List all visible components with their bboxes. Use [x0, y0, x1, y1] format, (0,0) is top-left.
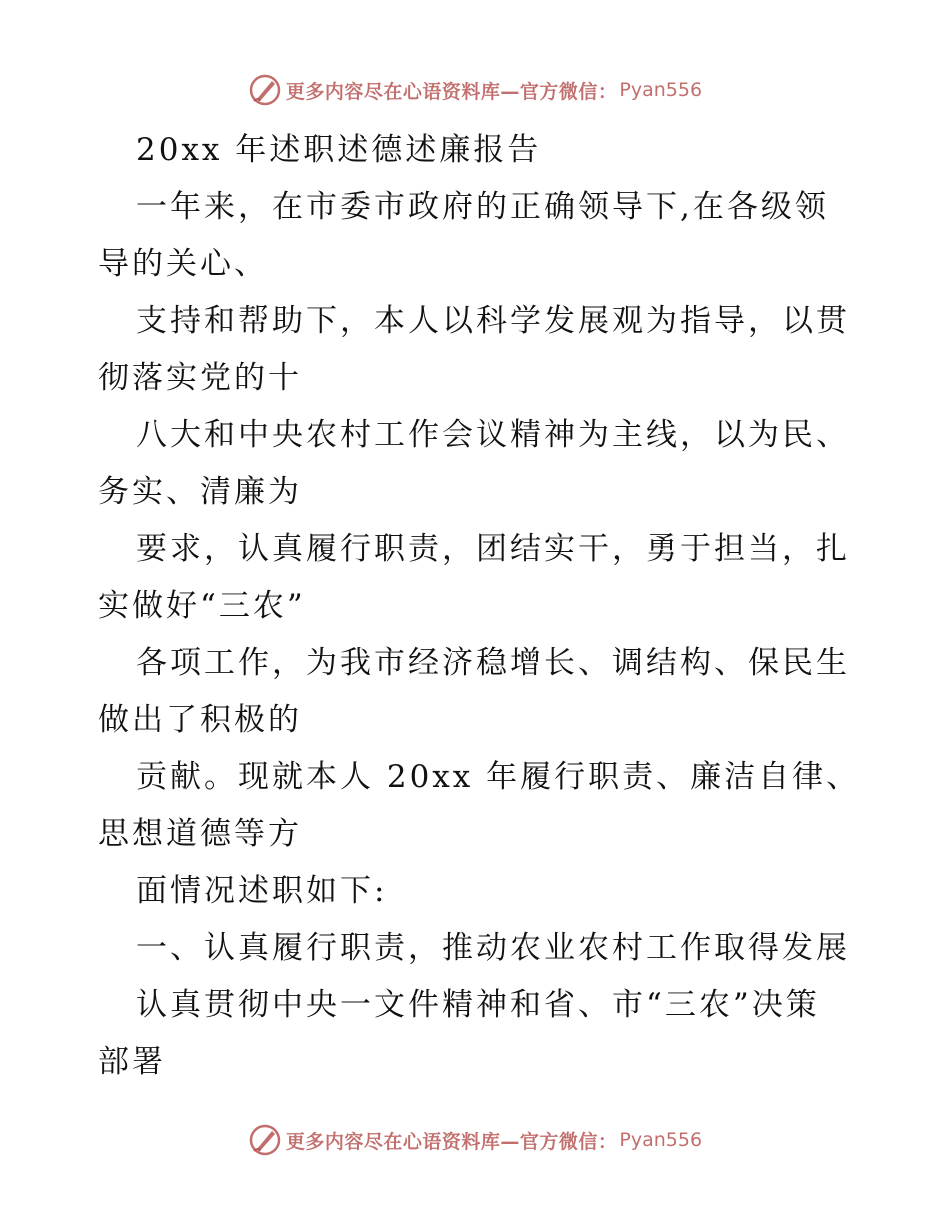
text-line: 彻落实党的十 — [98, 360, 302, 396]
text-line: 支持和帮助下，本人以科学发展观为指导，以贯 — [136, 303, 850, 339]
text-line: 面情况述职如下: — [136, 873, 388, 909]
watermark-banner-bottom — [0, 1120, 950, 1160]
document-body — [98, 122, 861, 1091]
watermark-text: 更多内容尽在心语资料库—官方微信： — [285, 1130, 618, 1153]
watermark-handle: Pyan556 — [619, 1129, 703, 1151]
watermark-banner-top — [0, 70, 950, 110]
text-line: 要求，认真履行职责，团结实干，勇于担当，扎 — [136, 531, 850, 567]
document-title: 20xx 年述职述德述廉报告 — [136, 132, 542, 168]
quill-pen-circle-icon — [248, 1123, 282, 1157]
text-line: 务实、清廉为 — [98, 474, 302, 510]
text-line: 导的关心、 — [98, 246, 268, 282]
quill-pen-circle-icon — [248, 73, 282, 107]
text-line: 做出了积极的 — [98, 702, 302, 738]
text-line: 一年来，在市委市政府的正确领导下,在各级领 — [136, 189, 829, 225]
watermark-handle: Pyan556 — [619, 79, 703, 101]
text-line: 贡献。现就本人 20xx 年履行职责、廉洁自律、 — [136, 759, 861, 795]
text-line: 八大和中央农村工作会议精神为主线，以为民、 — [136, 417, 850, 453]
section-heading: 一、认真履行职责，推动农业农村工作取得发展 — [136, 930, 850, 966]
text-line: 思想道德等方 — [98, 816, 302, 852]
text-line: 部署 — [98, 1044, 166, 1080]
text-line: 认真贯彻中央一文件精神和省、市“三农”决策 — [136, 987, 820, 1023]
text-line: 实做好“三农” — [98, 588, 306, 624]
watermark-text: 更多内容尽在心语资料库—官方微信： — [285, 80, 618, 103]
text-line: 各项工作，为我市经济稳增长、调结构、保民生 — [136, 645, 850, 681]
